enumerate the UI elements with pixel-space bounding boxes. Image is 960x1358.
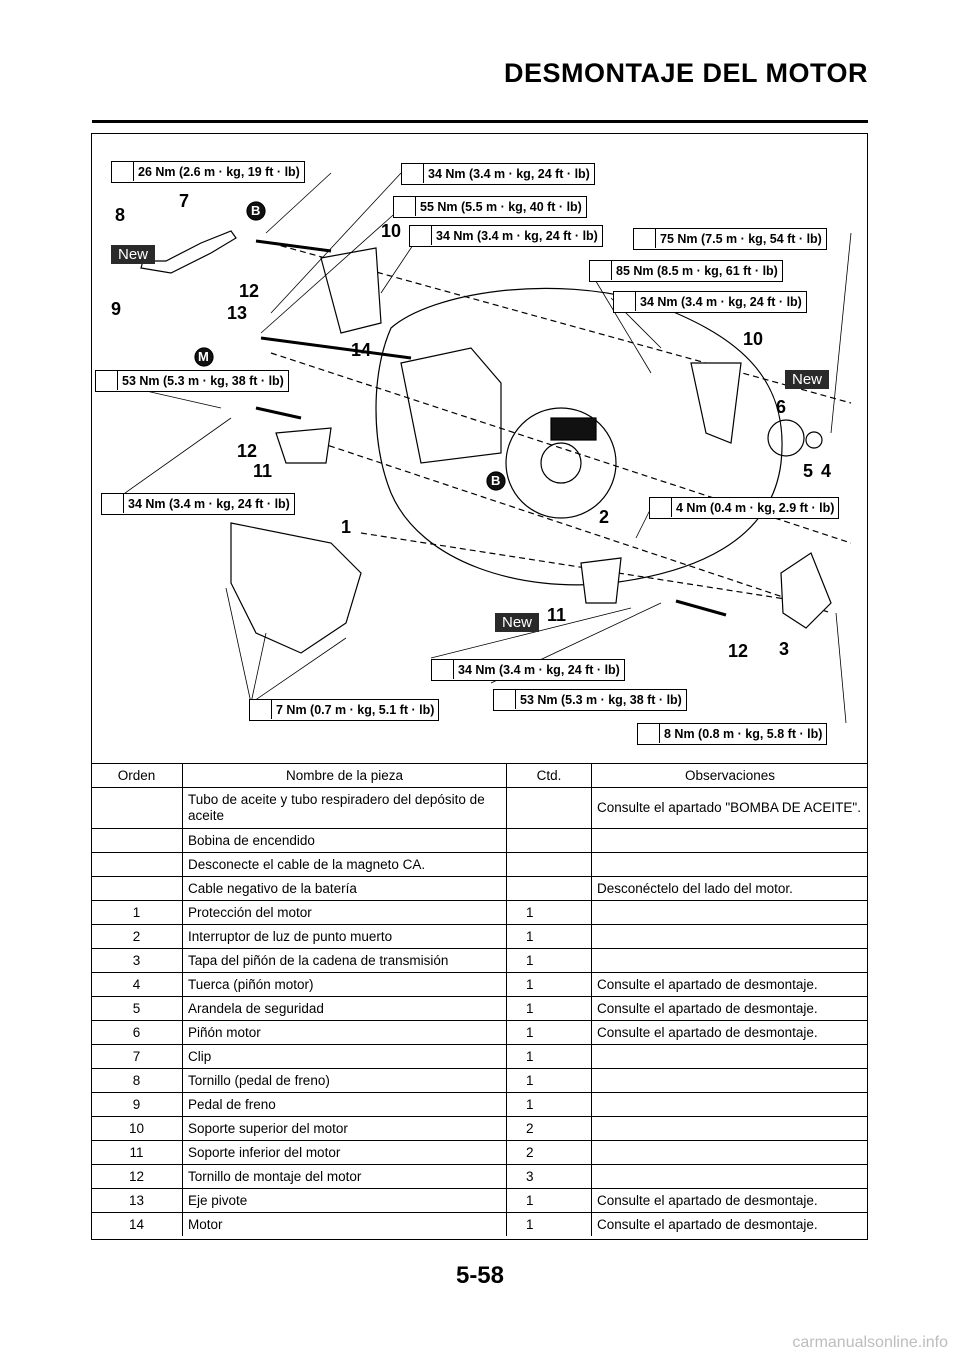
torque-label xyxy=(633,228,827,250)
cell-obs xyxy=(592,1141,869,1165)
torque-text: 34 Nm (3.4 m · kg, 24 ft · lb) xyxy=(640,295,802,309)
callout-number: 4 xyxy=(821,461,832,481)
brake-pedal-shape xyxy=(141,231,236,273)
new-part-tag: New xyxy=(785,370,829,389)
callout-number: 1 xyxy=(341,517,352,537)
torque-label xyxy=(249,699,439,721)
cell-ctd: 1 xyxy=(507,997,592,1021)
torque-label xyxy=(493,689,687,711)
wrench-icon xyxy=(102,494,124,513)
cell-obs: Consulte el apartado "BOMBA DE ACEITE". xyxy=(592,788,869,829)
wrench-icon xyxy=(634,229,656,248)
torque-label xyxy=(431,659,625,681)
torque-text: 34 Nm (3.4 m · kg, 24 ft · lb) xyxy=(428,167,590,181)
callout-number: 8 xyxy=(115,205,126,225)
cell-obs: Consulte el apartado de desmontaje. xyxy=(592,1213,869,1237)
table-row xyxy=(91,1117,868,1141)
callout-number: 12 xyxy=(237,441,258,461)
wrench-icon xyxy=(650,498,672,517)
torque-text: 26 Nm (2.6 m · kg, 19 ft · lb) xyxy=(138,165,300,179)
callout-number: 5 xyxy=(803,461,814,481)
callout-number: 10 xyxy=(743,329,764,349)
callout-number: 14 xyxy=(351,340,372,360)
cell-obs: Consulte el apartado de desmontaje. xyxy=(592,973,869,997)
cell-orden: 9 xyxy=(91,1093,183,1117)
cell-orden xyxy=(91,788,183,829)
cell-ctd: 1 xyxy=(507,1021,592,1045)
table-row xyxy=(91,925,868,949)
wrench-icon xyxy=(96,371,118,390)
torque-text: 34 Nm (3.4 m · kg, 24 ft · lb) xyxy=(128,497,290,511)
column-header: Nombre de la pieza xyxy=(183,764,507,788)
callout-number: 10 xyxy=(381,221,402,241)
table-row xyxy=(91,1045,868,1069)
cell-obs: Consulte el apartado de desmontaje. xyxy=(592,1021,869,1045)
callout-number: 6 xyxy=(776,397,787,417)
mount-bolt-lower xyxy=(676,601,726,615)
wrench-icon xyxy=(410,226,432,245)
torque-text: 75 Nm (7.5 m · kg, 54 ft · lb) xyxy=(660,232,822,246)
torque-label xyxy=(95,370,289,392)
cell-orden: 8 xyxy=(91,1069,183,1093)
exploded-diagram xyxy=(91,133,868,763)
table-row xyxy=(91,997,868,1021)
wrench-icon xyxy=(250,700,272,719)
cell-ctd: 1 xyxy=(507,1045,592,1069)
cell-orden: 12 xyxy=(91,1165,183,1189)
callout-number: 12 xyxy=(728,641,749,661)
cell-nombre: Tornillo (pedal de freno) xyxy=(183,1069,507,1093)
table-row xyxy=(91,1069,868,1093)
new-part-tag: New xyxy=(495,613,539,632)
torque-label xyxy=(401,163,595,185)
cell-obs: Consulte el apartado de desmontaje. xyxy=(592,1189,869,1213)
table-row xyxy=(91,1165,868,1189)
wrench-icon xyxy=(432,660,454,679)
table-header-row xyxy=(91,764,868,788)
cell-orden: 13 xyxy=(91,1189,183,1213)
cell-ctd: 1 xyxy=(507,1069,592,1093)
upper-bracket-left xyxy=(321,248,381,333)
cell-orden: 6 xyxy=(91,1021,183,1045)
engine-block xyxy=(551,418,596,440)
table-row xyxy=(91,949,868,973)
page-header-title: DESMONTAJE DEL MOTOR xyxy=(503,58,868,88)
cell-orden: 5 xyxy=(91,997,183,1021)
wrench-icon xyxy=(494,690,516,709)
cell-obs xyxy=(592,1045,869,1069)
cell-nombre: Tornillo de montaje del motor xyxy=(183,1165,507,1189)
cell-nombre: Tubo de aceite y tubo respiradero del depósito de aceite xyxy=(183,788,507,829)
cell-ctd xyxy=(507,877,592,901)
torque-label xyxy=(393,196,587,218)
parts-table xyxy=(91,763,868,1236)
cell-ctd: 1 xyxy=(507,1213,592,1237)
torque-text: 55 Nm (5.5 m · kg, 40 ft · lb) xyxy=(420,200,582,214)
cell-orden xyxy=(91,853,183,877)
cell-obs xyxy=(592,1165,869,1189)
cell-ctd xyxy=(507,788,592,829)
wrench-icon xyxy=(638,724,660,743)
column-header: Ctd. xyxy=(507,764,592,788)
cell-nombre: Soporte inferior del motor xyxy=(183,1141,507,1165)
cell-ctd: 2 xyxy=(507,1117,592,1141)
page-number: 5-58 xyxy=(455,1262,505,1289)
callout-number: 11 xyxy=(253,461,273,481)
table-row xyxy=(91,973,868,997)
table-row xyxy=(91,877,868,901)
engine-guard-shape xyxy=(231,523,361,653)
pivot-shaft xyxy=(261,338,411,358)
torque-label xyxy=(589,260,783,282)
wrench-icon xyxy=(112,162,134,181)
cell-nombre: Cable negativo de la batería xyxy=(183,877,507,901)
table-row xyxy=(91,1093,868,1117)
cell-ctd: 1 xyxy=(507,1093,592,1117)
cell-nombre: Tapa del piñón de la cadena de transmisión xyxy=(183,949,507,973)
torque-text: 34 Nm (3.4 m · kg, 24 ft · lb) xyxy=(436,229,598,243)
torque-text: 4 Nm (0.4 m · kg, 2.9 ft · lb) xyxy=(676,501,835,515)
cell-nombre: Interruptor de luz de punto muerto xyxy=(183,925,507,949)
cell-nombre: Pedal de freno xyxy=(183,1093,507,1117)
cell-ctd: 1 xyxy=(507,1189,592,1213)
cell-obs: Consulte el apartado de desmontaje. xyxy=(592,997,869,1021)
torque-label xyxy=(649,497,839,519)
torque-text: 85 Nm (8.5 m · kg, 61 ft · lb) xyxy=(616,264,778,278)
lower-bracket-left xyxy=(276,428,331,463)
cell-obs xyxy=(592,829,869,853)
table-row xyxy=(91,1189,868,1213)
callout-number: 9 xyxy=(111,299,122,319)
cell-orden: 11 xyxy=(91,1141,183,1165)
cell-orden: 14 xyxy=(91,1213,183,1237)
cell-nombre: Tuerca (piñón motor) xyxy=(183,973,507,997)
cell-nombre: Protección del motor xyxy=(183,901,507,925)
cell-ctd: 1 xyxy=(507,973,592,997)
upper-bracket-right xyxy=(691,363,741,443)
cell-orden: 2 xyxy=(91,925,183,949)
table-row xyxy=(91,829,868,853)
mark-b-label-mid: B xyxy=(491,473,501,488)
callout-number: 13 xyxy=(227,303,248,323)
cell-nombre: Soporte superior del motor xyxy=(183,1117,507,1141)
cell-ctd: 1 xyxy=(507,925,592,949)
cell-ctd xyxy=(507,853,592,877)
cell-obs xyxy=(592,901,869,925)
wrench-icon xyxy=(614,292,636,311)
table-row xyxy=(91,853,868,877)
cell-orden: 10 xyxy=(91,1117,183,1141)
torque-label xyxy=(111,161,305,183)
cell-obs xyxy=(592,1117,869,1141)
callout-number: 3 xyxy=(779,639,790,659)
cell-orden: 3 xyxy=(91,949,183,973)
torque-text: 53 Nm (5.3 m · kg, 38 ft · lb) xyxy=(520,693,682,707)
header-rule xyxy=(92,120,868,123)
cell-obs xyxy=(592,949,869,973)
cell-ctd: 3 xyxy=(507,1165,592,1189)
wrench-icon xyxy=(590,261,612,280)
wrench-icon xyxy=(402,164,424,183)
watermark: carmanualsonline.info xyxy=(792,1334,948,1351)
table-row xyxy=(91,901,868,925)
table-row xyxy=(91,1021,868,1045)
cell-orden: 1 xyxy=(91,901,183,925)
column-header: Observaciones xyxy=(592,764,869,788)
cell-obs: Desconéctelo del lado del motor. xyxy=(592,877,869,901)
cell-orden xyxy=(91,829,183,853)
cell-orden xyxy=(91,877,183,901)
mark-m-label: M xyxy=(198,349,209,364)
sprocket-nut xyxy=(806,432,822,448)
torque-label xyxy=(409,225,603,247)
torque-text: 53 Nm (5.3 m · kg, 38 ft · lb) xyxy=(122,374,284,388)
torque-text: 8 Nm (0.8 m · kg, 5.8 ft · lb) xyxy=(664,727,823,741)
torque-label xyxy=(637,723,827,745)
callout-number: 12 xyxy=(239,281,260,301)
cell-obs xyxy=(592,1069,869,1093)
cell-obs xyxy=(592,925,869,949)
cell-obs xyxy=(592,1093,869,1117)
cell-obs xyxy=(592,853,869,877)
wrench-icon xyxy=(394,197,416,216)
cell-nombre: Eje pivote xyxy=(183,1189,507,1213)
table-row xyxy=(91,1213,868,1237)
cell-nombre: Clip xyxy=(183,1045,507,1069)
torque-text: 34 Nm (3.4 m · kg, 24 ft · lb) xyxy=(458,663,620,677)
cell-nombre: Arandela de seguridad xyxy=(183,997,507,1021)
cell-orden: 4 xyxy=(91,973,183,997)
callout-number: 7 xyxy=(179,191,190,211)
engine-cylinder xyxy=(401,348,501,463)
cell-ctd xyxy=(507,829,592,853)
lower-bracket-right xyxy=(581,558,621,603)
table-row xyxy=(91,1141,868,1165)
new-part-tag: New xyxy=(111,245,155,264)
cell-ctd: 1 xyxy=(507,949,592,973)
mark-b-label-top: B xyxy=(251,203,261,218)
mount-bolt-mid xyxy=(256,408,301,418)
torque-label xyxy=(613,291,807,313)
engine-hub xyxy=(541,443,581,483)
torque-label xyxy=(101,493,295,515)
cell-orden: 7 xyxy=(91,1045,183,1069)
column-header: Orden xyxy=(91,764,183,788)
chain-cover-shape xyxy=(781,553,831,628)
cell-nombre: Piñón motor xyxy=(183,1021,507,1045)
callout-number: 2 xyxy=(599,507,610,527)
cell-ctd: 2 xyxy=(507,1141,592,1165)
torque-text: 7 Nm (0.7 m · kg, 5.1 ft · lb) xyxy=(276,703,435,717)
cell-nombre: Bobina de encendido xyxy=(183,829,507,853)
table-row xyxy=(91,788,868,829)
sprocket-shape xyxy=(768,420,804,456)
callout-number: 11 xyxy=(547,605,567,625)
cell-ctd: 1 xyxy=(507,901,592,925)
cell-nombre: Motor xyxy=(183,1213,507,1237)
cell-nombre: Desconecte el cable de la magneto CA. xyxy=(183,853,507,877)
